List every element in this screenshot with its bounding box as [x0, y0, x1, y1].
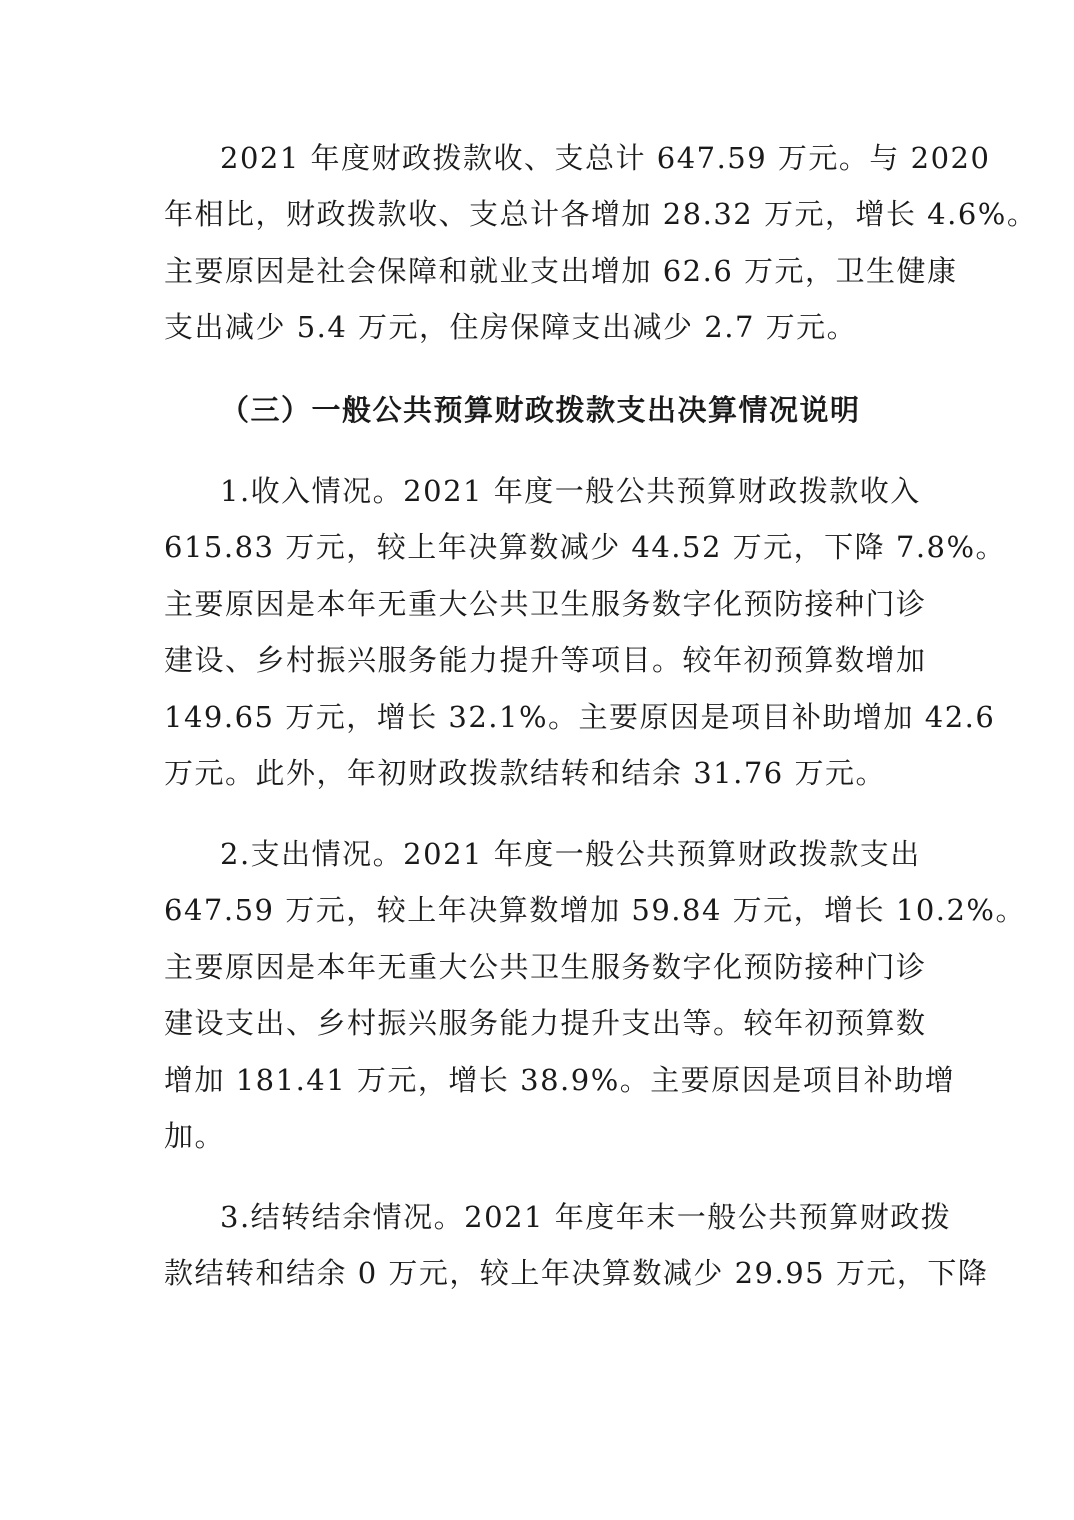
- paragraph-3-line-2: 647.59 万元，较上年决算数增加 59.84 万元，增长 10.2%。: [164, 893, 1026, 927]
- paragraph-2-line-4: 建设、乡村振兴服务能力提升等项目。较年初预算数增加: [164, 643, 927, 677]
- paragraph-3-line-1: 2.支出情况。2021 年度一般公共预算财政拨款支出: [220, 837, 921, 871]
- paragraph-2-line-5: 149.65 万元，增长 32.1%。主要原因是项目补助增加 42.6: [164, 700, 996, 734]
- paragraph-1-line-4: 支出减少 5.4 万元，住房保障支出减少 2.7 万元。: [164, 310, 858, 344]
- paragraph-1-line-1: 2021 年度财政拨款收、支总计 647.59 万元。与 2020: [220, 141, 991, 175]
- paragraph-1-line-3: 主要原因是社会保障和就业支出增加 62.6 万元，卫生健康: [164, 254, 958, 288]
- paragraph-4-line-2: 款结转和结余 0 万元，较上年决算数减少 29.95 万元，下降: [164, 1256, 989, 1290]
- paragraph-3-line-3: 主要原因是本年无重大公共卫生服务数字化预防接种门诊: [164, 950, 927, 984]
- paragraph-3-line-6: 加。: [164, 1119, 226, 1153]
- paragraph-2-line-2: 615.83 万元，较上年决算数减少 44.52 万元，下降 7.8%。: [164, 530, 1007, 564]
- section-heading: （三）一般公共预算财政拨款支出决算情况说明: [220, 393, 861, 427]
- paragraph-2-line-6: 万元。此外，年初财政拨款结转和结余 31.76 万元。: [164, 756, 886, 790]
- paragraph-4-line-1: 3.结转结余情况。2021 年度年末一般公共预算财政拨: [220, 1200, 952, 1234]
- paragraph-3-line-4: 建设支出、乡村振兴服务能力提升支出等。较年初预算数: [164, 1006, 927, 1040]
- paragraph-1-line-2: 年相比，财政拨款收、支总计各增加 28.32 万元，增长 4.6%。: [164, 197, 1038, 231]
- paragraph-2-line-3: 主要原因是本年无重大公共卫生服务数字化预防接种门诊: [164, 587, 927, 621]
- paragraph-3-line-5: 增加 181.41 万元，增长 38.9%。主要原因是项目补助增: [164, 1063, 956, 1097]
- paragraph-2-line-1: 1.收入情况。2021 年度一般公共预算财政拨款收入: [220, 474, 921, 508]
